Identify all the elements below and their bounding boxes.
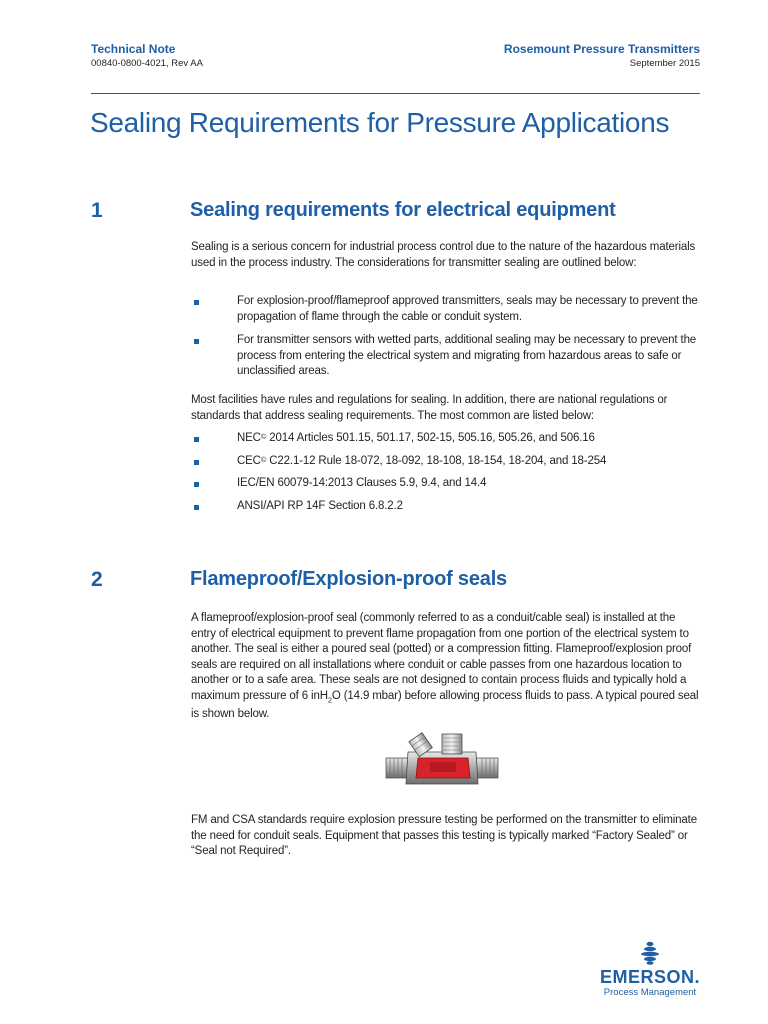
standard-text: NEC© 2014 Articles 501.15, 501.17, 502-15, 505.16, 505.26, and 506.16 (237, 432, 595, 444)
standard-text: CEC© C22.1-12 Rule 18-072, 18-092, 18-108, 18-154, 18-204, and 18-254 (237, 455, 607, 467)
doc-type-label: Technical Note (91, 42, 176, 56)
emerson-logo (600, 941, 700, 999)
list-item-text: For transmitter sensors with wetted parts, additional sealing may be necessary to prevent the process from entering the electrical system and migrating from hazardous areas to safe or unclassified areas. (237, 334, 697, 377)
header-divider (91, 93, 700, 94)
section-2-number: 2 (91, 568, 103, 591)
square-bullet-icon (194, 300, 199, 305)
section-2-para-2: FM and CSA standards require explosion pressure testing be performed on the transmitter to eliminate the need for conduit seals. Equipment that passes this testing is typically marked “Factory Sealed” or “Seal not Required”. (191, 814, 697, 857)
standard-item (191, 476, 703, 492)
page-title: Sealing Requirements for Pressure Applications (90, 107, 670, 138)
standard-item (191, 454, 703, 470)
section-1-para-2: Most facilities have rules and regulations for sealing. In addition, there are national regulations or standards that address sealing requirements. The most common are listed below: (191, 394, 668, 422)
section-1-number: 1 (91, 199, 103, 222)
emerson-logo-icon (637, 941, 663, 965)
list-item (191, 294, 703, 325)
standard-item (191, 431, 703, 447)
section-1-intro: Sealing is a serious concern for industrial process control due to the nature of the hazardous materials used in the process industry. The considerations for transmitter sealing are outlined below: (191, 241, 696, 269)
standard-item (191, 499, 703, 515)
logo-wordmark: EMERSON. (599, 967, 700, 987)
list-item-text: For explosion-proof/flameproof approved transmitters, seals may be necessary to prevent the propagation of flame through the cable or conduit system. (237, 295, 698, 323)
poured-seal-illustration (384, 728, 500, 792)
square-bullet-icon (194, 437, 199, 442)
standard-text: IEC/EN 60079-14:2013 Clauses 5.9, 9.4, and 14.4 (237, 477, 487, 489)
publish-date: September 2015 (629, 58, 700, 69)
logo-tagline: Process Management (603, 987, 697, 998)
square-bullet-icon (194, 505, 199, 510)
poured-seal-figure (384, 728, 500, 797)
section-2-para-1: A flameproof/explosion-proof seal (commonly referred to as a conduit/cable seal) is installed at the entry of electrical equipment to prevent flame propagation from one portion of the electrical system to another. The seal is either a poured seal (potted) or a compression fitting. Flameproof/explosion proof seals are required on all installations where conduit or cable passes from one hazardous location to another or to a safe area. These seals are not designed to contain process fluids and typically hold a maximum pressure of 6 inH$_2$O (14.9 mbar) before allowing process fluids to pass. A typical poured seal is shown below. (191, 612, 699, 721)
header-left (91, 42, 203, 71)
product-line-label: Rosemount Pressure Transmitters (503, 42, 700, 56)
square-bullet-icon (194, 460, 199, 465)
header-right (504, 42, 700, 71)
list-item (191, 333, 703, 380)
standard-text: ANSI/API RP 14F Section 6.8.2.2 (237, 500, 403, 512)
section-2-title: Flameproof/Explosion-proof seals (190, 568, 507, 590)
square-bullet-icon (194, 482, 199, 487)
doc-number: 00840-0800-4021, Rev AA (91, 58, 203, 69)
section-1-title: Sealing requirements for electrical equipment (190, 199, 616, 221)
square-bullet-icon (194, 339, 199, 344)
